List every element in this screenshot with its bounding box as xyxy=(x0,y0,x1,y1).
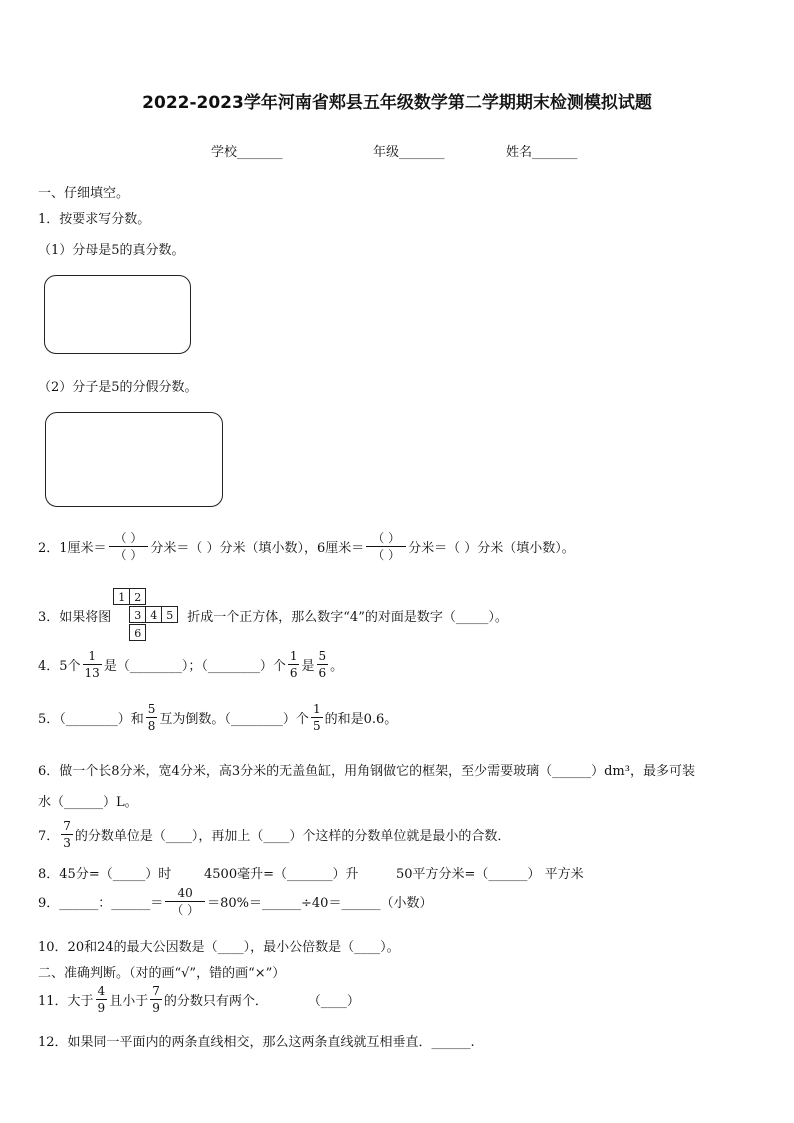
q2-text-b: 分米＝（ ）分米（填小数），6厘米＝ xyxy=(150,541,365,556)
q2-fraction-2-denominator: （ ） xyxy=(366,546,406,561)
numerator: 4 xyxy=(97,984,106,998)
q11-text-c: 的分数只有两个． xyxy=(163,994,268,1009)
question-2 xyxy=(38,532,575,561)
q5-text-a: 5．（________）和 xyxy=(38,712,144,727)
q5-text-c: 的和是0.6。 xyxy=(324,712,398,727)
q2-fraction-2-numerator: （ ） xyxy=(372,531,401,545)
denominator: 8 xyxy=(147,719,156,733)
cube-net-figure xyxy=(113,588,185,642)
q2-fraction-1-denominator: （ ） xyxy=(109,546,149,561)
net-cell: 4 xyxy=(145,606,162,623)
q11-answer-blank: （____） xyxy=(307,994,360,1009)
q3-text-b: 折成一个正方体，那么数字“4”的对面是数字（_____）。 xyxy=(187,609,508,625)
denominator: 3 xyxy=(63,836,71,850)
question-10: 10．20和24的最大公因数是（____），最小公倍数是（____）。 xyxy=(38,940,400,955)
q2-text-c: 分米＝（ ）分米（填小数）。 xyxy=(408,541,575,556)
school-field: 学校_______ xyxy=(211,145,283,160)
q7-fraction xyxy=(61,820,73,849)
q9-fraction xyxy=(165,887,205,916)
question-7 xyxy=(38,820,510,849)
question-6-line-1: 6．做一个长8分米，宽4分米，高3分米的无盖鱼缸，用角钢做它的框架，至少需要玻璃（______）dm³，最多可装 xyxy=(38,764,695,779)
net-cell: 5 xyxy=(161,606,178,623)
q11-fraction-1 xyxy=(96,985,108,1014)
net-cell: 1 xyxy=(113,588,130,605)
q7-text-b: 的分数单位是（____），再加上（____）个这样的分数单位就是最小的合数． xyxy=(74,829,511,844)
q4-fraction-3 xyxy=(317,650,329,679)
q3-text-a: 3．如果将图 xyxy=(38,609,112,625)
denominator: 6 xyxy=(318,666,327,680)
q2-text-a: 2．1厘米＝ xyxy=(38,541,107,556)
q11-text-b: 且小于 xyxy=(109,994,149,1009)
q7-text-a: 7． xyxy=(38,829,60,844)
numerator: 7 xyxy=(152,984,160,998)
section-2-heading: 二、准确判断。（对的画“√”，错的画“×”） xyxy=(38,966,286,981)
q4-text-c: 是 xyxy=(301,659,315,674)
question-8-part-c: 50平方分米=（______） 平方米 xyxy=(396,867,584,882)
q11-fraction-2 xyxy=(150,985,162,1014)
net-cell: 2 xyxy=(129,588,146,605)
denominator: （ ） xyxy=(165,901,205,916)
numerator: 1 xyxy=(312,702,321,716)
question-1-part-2: （2）分子是5的分假分数。 xyxy=(38,380,198,395)
q4-fraction-2 xyxy=(288,650,300,679)
question-12: 12．如果同一平面内的两条直线相交，那么这两条直线就互相垂直．______. xyxy=(38,1035,475,1050)
q4-text-d: 。 xyxy=(330,659,344,674)
q9-text-a: 9．______：______＝ xyxy=(38,896,164,911)
grade-field: 年级_______ xyxy=(373,145,445,160)
numerator: 5 xyxy=(318,649,327,663)
question-6-line-2: 水（______）L。 xyxy=(38,795,138,810)
question-4 xyxy=(38,650,343,679)
question-5 xyxy=(38,703,397,732)
question-9 xyxy=(38,887,432,916)
numerator: 1 xyxy=(88,649,96,663)
page-title: 2022-2023学年河南省郏县五年级数学第二学期期末检测模拟试题 xyxy=(142,93,652,113)
q5-text-b: 互为倒数。（________）个 xyxy=(159,712,309,727)
denominator: 13 xyxy=(84,666,100,680)
net-cell: 6 xyxy=(129,624,146,641)
section-1-heading: 一、仔细填空。 xyxy=(38,186,130,201)
denominator: 6 xyxy=(289,666,298,680)
q11-text-a: 11．大于 xyxy=(38,994,94,1009)
net-cell: 3 xyxy=(129,606,146,623)
question-11 xyxy=(38,985,360,1014)
q2-fraction-1 xyxy=(109,532,149,561)
q2-fraction-2 xyxy=(366,532,406,561)
q5-fraction-1 xyxy=(146,703,158,732)
answer-box-1 xyxy=(44,275,191,354)
denominator: 9 xyxy=(152,1001,160,1015)
numerator: 40 xyxy=(177,886,193,900)
question-1-part-1: （1）分母是5的真分数。 xyxy=(38,243,185,258)
denominator: 9 xyxy=(97,1001,106,1015)
answer-box-2 xyxy=(45,412,223,507)
numerator: 7 xyxy=(63,819,71,833)
question-8-part-a: 8．45分=（_____）时 xyxy=(38,867,172,882)
denominator: 5 xyxy=(312,719,321,733)
numerator: 1 xyxy=(289,649,298,663)
name-field: 姓名_______ xyxy=(506,145,578,160)
numerator: 5 xyxy=(147,702,156,716)
q5-fraction-2 xyxy=(311,703,323,732)
question-3 xyxy=(38,588,508,642)
q2-fraction-1-numerator: （ ） xyxy=(114,531,143,545)
question-1: 1．按要求写分数。 xyxy=(38,212,151,227)
q4-fraction-1 xyxy=(83,650,102,679)
q9-text-b: ＝80%＝______÷40＝______（小数） xyxy=(207,896,433,911)
question-8-part-b: 4500毫升=（_______）升 xyxy=(204,867,359,882)
q4-text-b: 是（________）；（________）个 xyxy=(103,659,286,674)
q4-text-a: 4．5个 xyxy=(38,659,81,674)
